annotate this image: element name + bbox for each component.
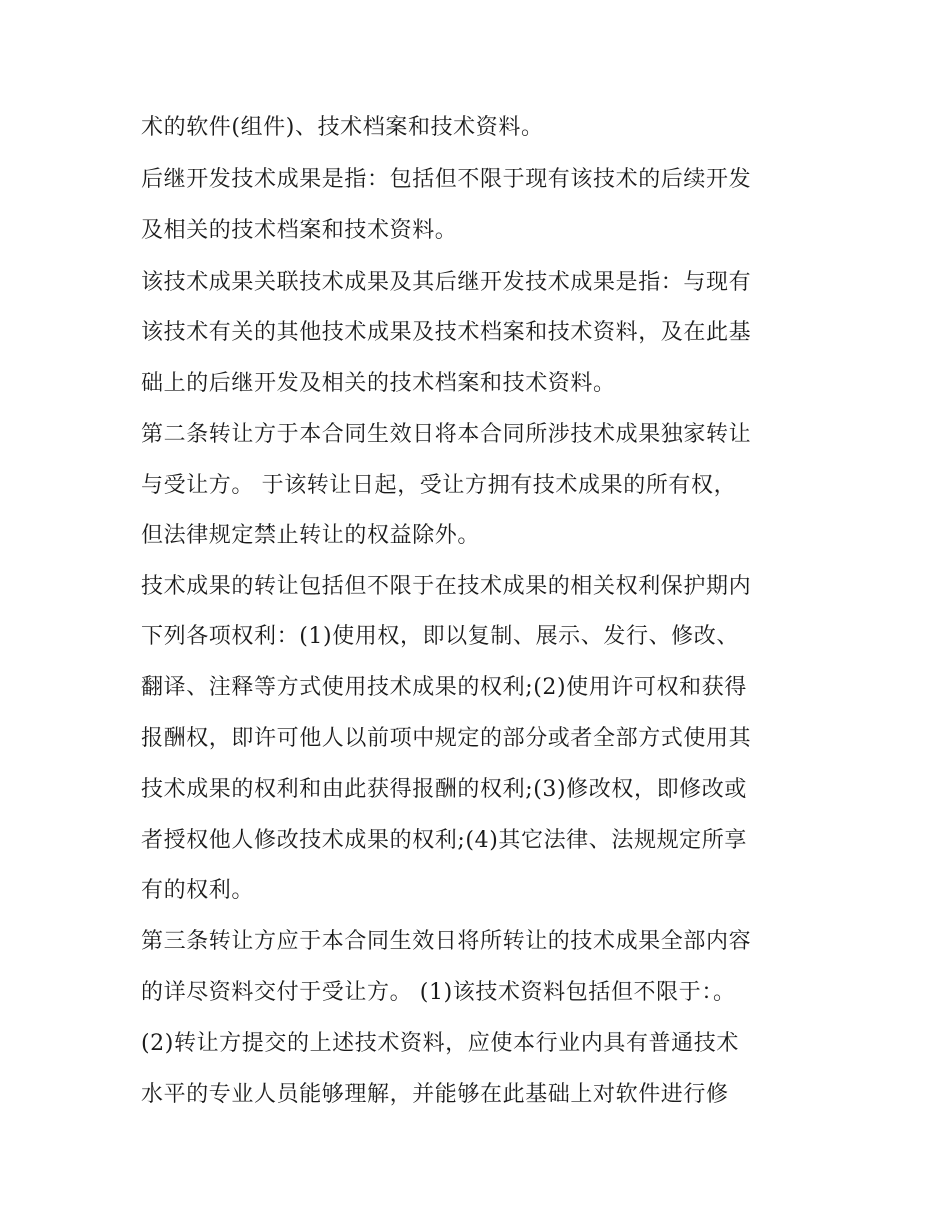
text-line: 有的权利。 (141, 878, 255, 903)
text-line: 该技术成果关联技术成果及其后继开发技术成果是指：与现有 (141, 270, 752, 295)
text-line: 翻译、注释等方式使用技术成果的权利;(2)使用许可权和获得 (141, 675, 747, 700)
text-line: 但法律规定禁止转让的权益除外。 (141, 523, 481, 548)
text-line: 础上的后继开发及相关的技术档案和技术资料。 (141, 371, 616, 396)
text-line: 与受让方。 于该转让日起，受让方拥有技术成果的所有权， (141, 473, 737, 498)
text-line: 水平的专业人员能够理解，并能够在此基础上对软件进行修 (141, 1082, 729, 1107)
text-line: 下列各项权利：(1)使用权，即以复制、展示、发行、修改、 (141, 624, 739, 649)
text-line: 技术成果的权利和由此获得报酬的权利;(3)修改权，即修改或 (141, 777, 747, 802)
text-line: 该技术有关的其他技术成果及技术档案和技术资料，及在此基 (141, 320, 752, 345)
text-line: 报酬权，即许可他人以前项中规定的部分或者全部方式使用其 (141, 726, 752, 751)
text-line: 术的软件(组件)、技术档案和技术资料。 (141, 115, 544, 140)
text-line: 技术成果的转让包括但不限于在技术成果的相关权利保护期内 (141, 574, 752, 599)
text-line: 第二条转让方于本合同生效日将本合同所涉技术成果独家转让 (141, 422, 752, 447)
text-line: 后继开发技术成果是指：包括但不限于现有该技术的后续开发 (141, 167, 752, 192)
text-line: 者授权他人修改技术成果的权利;(4)其它法律、法规规定所享 (141, 828, 747, 853)
text-line: 的详尽资料交付于受让方。 (1)该技术资料包括但不限于：。 (141, 980, 736, 1005)
text-line: (2)转让方提交的上述技术资料，应使本行业内具有普通技术 (141, 1031, 739, 1056)
text-line: 第三条转让方应于本合同生效日将所转让的技术成果全部内容 (141, 929, 752, 954)
text-line: 及相关的技术档案和技术资料。 (141, 218, 458, 243)
